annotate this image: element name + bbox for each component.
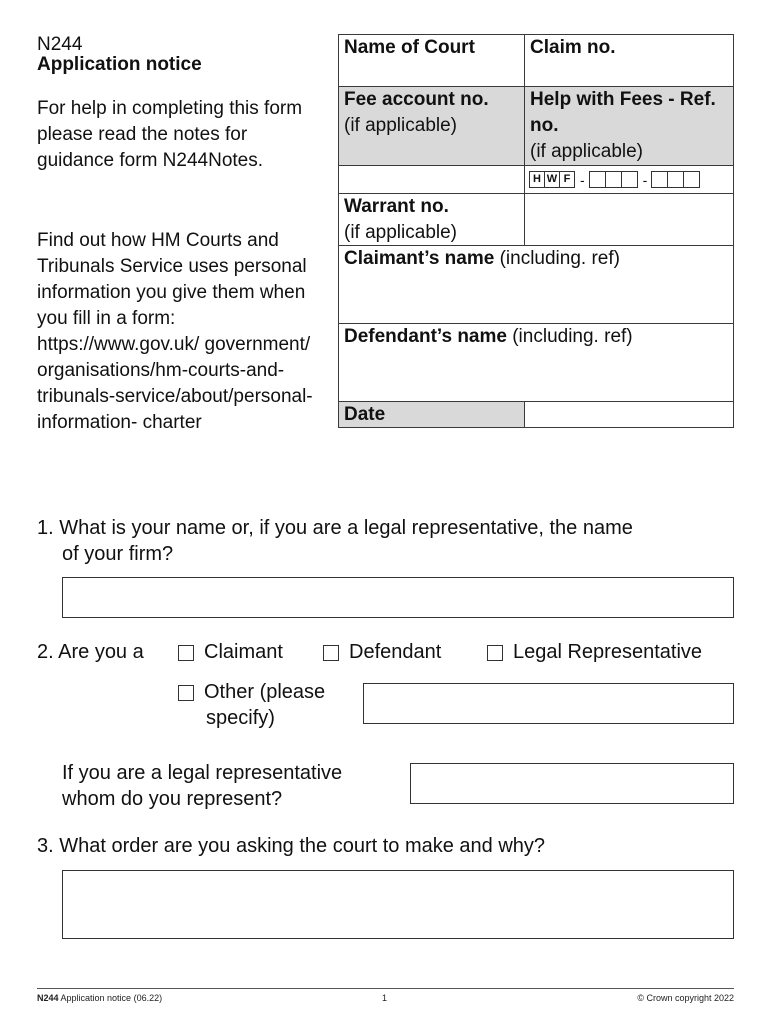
represent-question-line2: whom do you represent? bbox=[62, 788, 283, 810]
court-details-table bbox=[338, 34, 734, 428]
footer-form-title: Application notice (06.22) bbox=[58, 993, 163, 1003]
form-title: Application notice bbox=[37, 54, 202, 75]
privacy-notice-text: Find out how HM Courts and Tribunals Service uses personal information you give them when you fill in a form: https://www.gov.uk/ government/ organisations/hm-courts-and- tribunals-service/about/personal-information- charter bbox=[37, 230, 313, 433]
hwf-digits-group-1[interactable] bbox=[590, 171, 638, 188]
name-or-firm-input[interactable] bbox=[62, 577, 734, 618]
name-of-court-cell[interactable] bbox=[338, 34, 525, 87]
question-3-text: 3. What order are you asking the court to make and why? bbox=[37, 835, 546, 857]
claimant-option-label: Claimant bbox=[204, 641, 283, 663]
footer-page-number: 1 bbox=[382, 993, 388, 1003]
legal-rep-option[interactable] bbox=[487, 640, 702, 665]
hwf-letter-f: F bbox=[559, 171, 575, 188]
question-2-text: 2. Are you a bbox=[37, 641, 144, 663]
order-request-input[interactable] bbox=[62, 870, 734, 939]
claimant-name-label: Claimant’s name bbox=[344, 248, 495, 269]
other-option-label-line2: specify) bbox=[206, 707, 275, 729]
hwf-letter-h: H bbox=[529, 171, 545, 188]
other-specify-input[interactable] bbox=[363, 683, 734, 724]
claimant-checkbox[interactable] bbox=[178, 645, 194, 661]
claim-no-label: Claim no. bbox=[530, 37, 616, 58]
represented-party-input[interactable] bbox=[410, 763, 734, 804]
form-code: N244 bbox=[37, 34, 83, 55]
hwf-dash: - bbox=[642, 171, 648, 188]
claim-no-cell[interactable] bbox=[524, 34, 734, 87]
hwf-digits-group-2[interactable] bbox=[652, 171, 700, 188]
warrant-no-label: Warrant no. bbox=[344, 196, 449, 217]
hwf-dash: - bbox=[580, 171, 585, 188]
other-option-label: Other (please bbox=[204, 681, 326, 703]
other-option[interactable] bbox=[178, 680, 325, 705]
other-checkbox[interactable] bbox=[178, 685, 194, 701]
defendant-name-note: (including. ref) bbox=[506, 326, 633, 347]
hwf-letter-w: W bbox=[544, 171, 560, 188]
footer-form-code: N244 bbox=[37, 993, 59, 1003]
name-of-court-label: Name of Court bbox=[344, 37, 475, 58]
footer-form-name bbox=[37, 992, 162, 1004]
fee-account-header bbox=[338, 86, 525, 166]
fee-account-label: Fee account no. bbox=[344, 89, 489, 110]
legal-rep-option-label: Legal Representative bbox=[513, 641, 703, 663]
fee-account-input[interactable] bbox=[338, 165, 525, 194]
defendant-checkbox[interactable] bbox=[323, 645, 339, 661]
hwf-reference-input[interactable] bbox=[524, 165, 734, 194]
help-with-fees-label: Help with Fees - Ref. no. bbox=[530, 89, 716, 136]
defendant-option[interactable] bbox=[323, 640, 441, 665]
represent-question: If you are a legal representative bbox=[62, 762, 343, 784]
date-input[interactable] bbox=[524, 401, 734, 428]
claimant-option[interactable] bbox=[178, 640, 283, 665]
warrant-no-input[interactable] bbox=[524, 193, 734, 246]
defendant-option-label: Defendant bbox=[349, 641, 442, 663]
warrant-no-note: (if applicable) bbox=[344, 222, 457, 243]
help-with-fees-header bbox=[524, 86, 734, 166]
guidance-text: For help in completing this form please read the notes for guidance form N244Notes. bbox=[37, 98, 303, 171]
claimant-name-field[interactable] bbox=[338, 245, 734, 324]
date-label-cell bbox=[338, 401, 525, 428]
fee-account-note: (if applicable) bbox=[344, 115, 457, 136]
warrant-no-cell bbox=[338, 193, 525, 246]
question-1-text: 1. What is your name or, if you are a legal representative, the name bbox=[37, 517, 633, 539]
footer-copyright: © Crown copyright 2022 bbox=[637, 993, 734, 1003]
claimant-name-note: (including. ref) bbox=[494, 248, 620, 269]
help-with-fees-note: (if applicable) bbox=[530, 141, 643, 162]
legal-rep-checkbox[interactable] bbox=[487, 645, 503, 661]
footer-divider bbox=[37, 988, 734, 989]
date-label: Date bbox=[344, 404, 386, 425]
question-1-text-line2: of your firm? bbox=[62, 543, 174, 565]
defendant-name-field[interactable] bbox=[338, 323, 734, 402]
defendant-name-label: Defendant’s name bbox=[344, 326, 507, 347]
